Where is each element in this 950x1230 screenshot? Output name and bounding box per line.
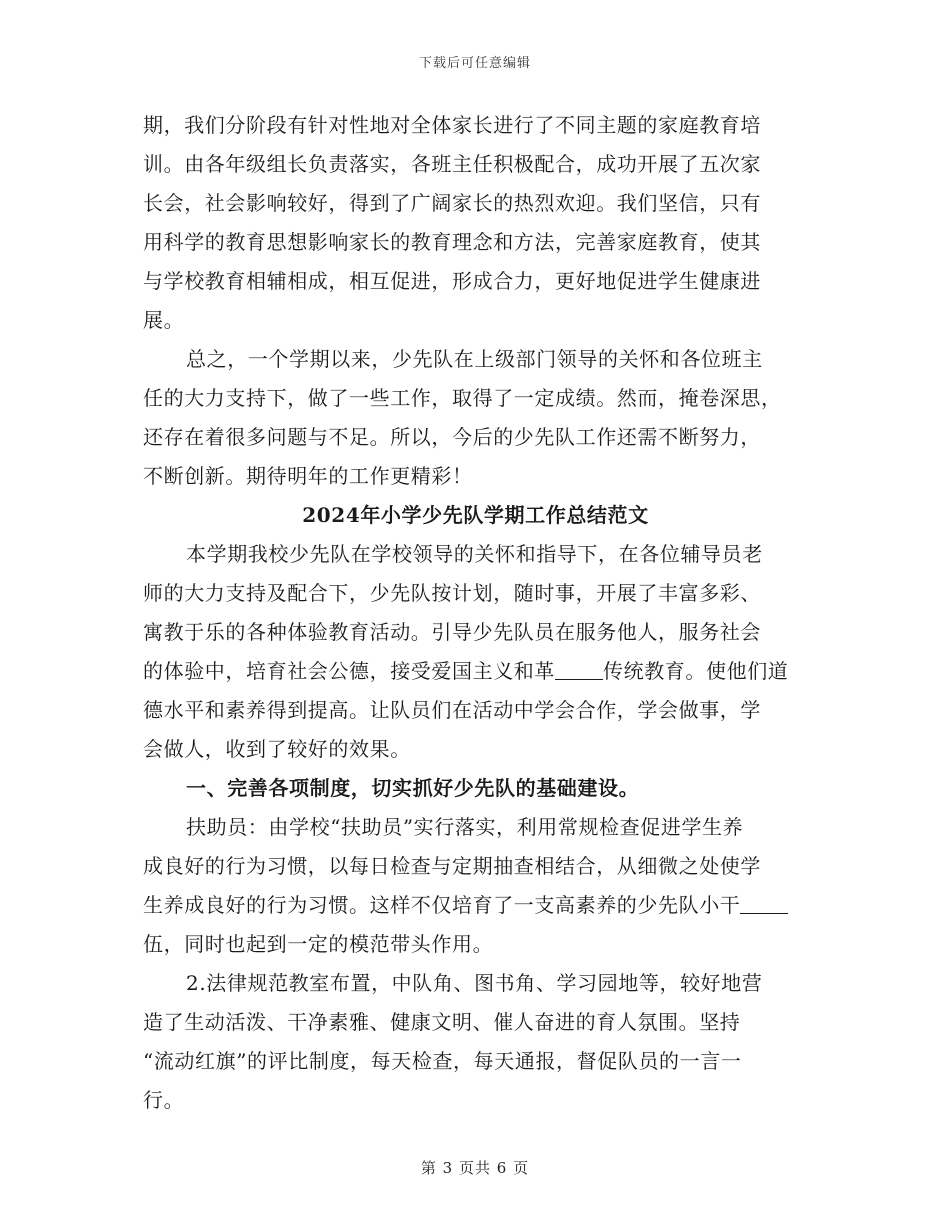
- text-line: [143, 652, 808, 691]
- text-segment: 生养成良好的行为习惯。这样不仅培育了一支高素养的少先队小干: [143, 893, 741, 917]
- text-line: 展。: [143, 308, 185, 332]
- section-heading: 一、完善各项制度，切实抓好少先队的基础建设。: [186, 776, 640, 800]
- text-segment: 的体验中，培育社会公德，接受爱国主义和革: [143, 659, 555, 683]
- text-segment: 传统教育。使他们道: [603, 659, 789, 683]
- blank-placeholder: [555, 657, 603, 680]
- text-line: 成良好的行为习惯，以每日检查与定期抽查相结合，从细微之处使学: [143, 854, 761, 878]
- text-line: 师的大力支持及配合下，少先队按计划，随时事，开展了丰富多彩、: [143, 581, 761, 605]
- text-line: 与学校教育相辅相成，相互促进，形成合力，更好地促进学生健康进: [143, 269, 761, 293]
- page-header-note: 下载后可任意编辑: [418, 56, 531, 71]
- text-line: 还存在着很多问题与不足。所以，今后的少先队工作还需不断努力，: [143, 425, 761, 449]
- text-line: 本学期我校少先队在学校领导的关怀和指导下，在各位辅导员老: [186, 542, 763, 566]
- text-line: 训。由各年级组长负责落实，各班主任积极配合，成功开展了五次家: [143, 152, 761, 176]
- text-line: 伍，同时也起到一定的模范带头作用。: [143, 932, 494, 956]
- text-line: 寓教于乐的各种体验教育活动。引导少先队员在服务他人，服务社会: [143, 620, 761, 644]
- document-body: [143, 106, 808, 1120]
- section-title: 2024年小学少先队学期工作总结范文: [302, 503, 649, 527]
- text-line: 不断创新。期待明年的工作更精彩！: [143, 464, 473, 488]
- text-line: 德水平和素养得到提高。让队员们在活动中学会合作，学会做事，学: [143, 698, 761, 722]
- text-line: 期，我们分阶段有针对性地对全体家长进行了不同主题的家庭教育培: [143, 113, 761, 137]
- text-line: 用科学的教育思想影响家长的教育理念和方法，完善家庭教育，使其: [143, 230, 761, 254]
- text-line: 行。: [143, 1088, 185, 1112]
- text-line: 任的大力支持下，做了一些工作，取得了一定成绩。然而，掩卷深思，: [143, 386, 782, 410]
- text-line: 长会，社会影响较好，得到了广阔家长的热烈欢迎。我们坚信，只有: [143, 191, 761, 215]
- text-line: 会做人，收到了较好的效果。: [143, 737, 411, 761]
- page-number: 第 3 页共 6 页: [420, 1159, 530, 1177]
- text-line: 2.法律规范教室布置，中队角、图书角、学习园地等，较好地营: [186, 971, 763, 995]
- text-line: 造了生动活泼、干净素雅、健康文明、催人奋进的育人氛围。坚持: [143, 1010, 741, 1034]
- text-line: [143, 886, 808, 925]
- text-line: 扶助员：由学校“扶助员”实行落实，利用常规检查促进学生养: [186, 815, 744, 839]
- text-line: “流动红旗”的评比制度，每天检查，每天通报，督促队员的一言一: [143, 1049, 742, 1073]
- text-line: 总之，一个学期以来，少先队在上级部门领导的关怀和各位班主: [186, 347, 763, 371]
- blank-placeholder: [740, 891, 788, 914]
